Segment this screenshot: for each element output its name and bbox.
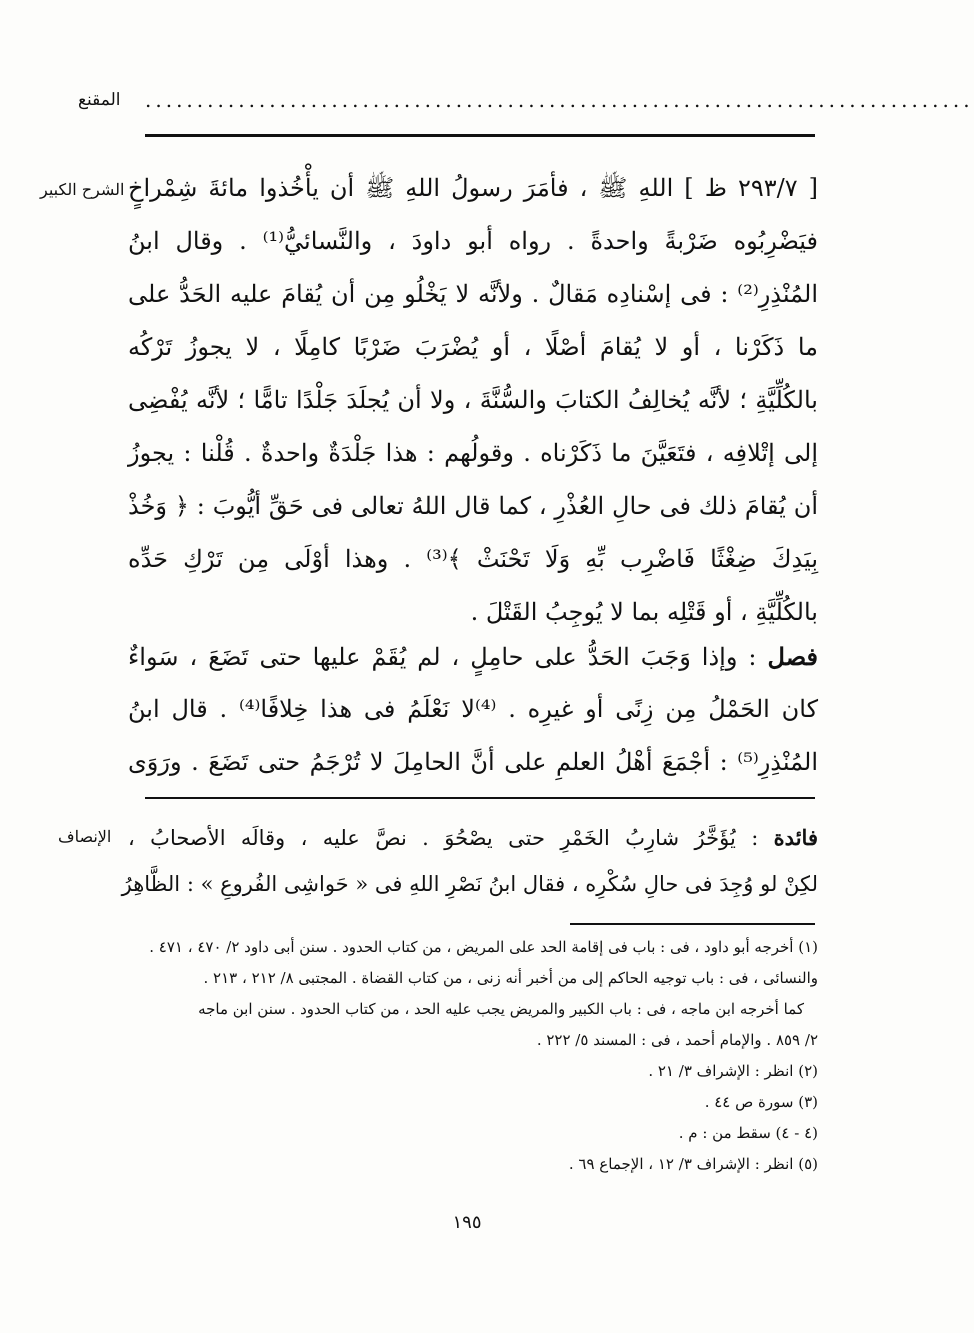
footnote-line: (٢) انظر : الإشراف ٣/ ٢١ . <box>648 1062 818 1080</box>
text-line: بالكُلِّيَّةِ ، أو قَتْلِه بما لا يُوجِبُ القَتْلَ . <box>470 598 818 626</box>
footnote-line: كما أخرجه ابن ماجه ، فى : باب الكبير والمريض يجب عليه الحد ، من كتاب الحدود . سنن ابن ماجه <box>198 1000 804 1018</box>
footnote-line: (٥) انظر : الإشراف ٣/ ١٢ ، الإجماع ٦٩ . <box>568 1155 818 1173</box>
footnote-line: والنسائى ، فى : باب توجيه الحاكم إلى من أخبر أنه زنى ، من كتاب القضاة . المجتبى ٨/ ٢١٢ ، ٢١٣ . <box>203 969 818 987</box>
faida-heading: فائدة <box>773 825 818 850</box>
text-line: المُنْذِرِ⁽²⁾ : فى إسْنادِه مَقالٌ . ولأنَّه لا يَخْلُو مِن أن يُقامَ عليه الحَدُّ على <box>128 280 818 308</box>
text-line: ما ذَكَرْنا ، أو لا يُقامَ أصْلًا ، أو يُضْرَبَ ضَرْبًا كامِلًا ، لا يجوزُ تَرْكُه <box>128 333 818 361</box>
text-line: كان الحَمْلُ مِن زِنًى أو غيرِه . ⁽⁴⁾لا نَعْلَمُ فى هذا خِلافًا⁽⁴⁾ . قال ابنُ <box>128 695 818 723</box>
text-line: فيَضْرِبُوه ضَرْبةً واحدةً . رواه أبو داودَ ، والنَّسائيُّ⁽¹⁾ . وقال ابنُ <box>128 227 818 255</box>
insaf-section-label: الإنصاف <box>58 827 112 846</box>
footnote-line: (٣) سورة ص ٤٤ . <box>704 1093 818 1111</box>
text-line: لكِنْ لو وُجِدَ فى حالِ سُكْرِه ، فقال ابنُ نَصْرِ اللهِ فى « حَواشِى الفُروعِ » : الظَّاهِرُ <box>121 872 818 896</box>
text-line: إلى إتْلافِه ، فتَعَيَّنَ ما ذَكَرْناه . وقولُهم : هذا جَلْدَةٌ واحدةٌ . قُلْنا : يجوزُ <box>128 439 818 467</box>
faida-line-text: : يُؤَخَّرُ شارِبُ الخَمْرِ حتى يصْحُوَ . نصَّ عليه ، وقالَه الأصحابُ ، <box>128 826 759 850</box>
text-line <box>128 630 818 683</box>
footnote-divider <box>570 923 815 925</box>
text-line: أن يُقامَ ذلك فى حالِ العُذْرِ ، كما قال اللهُ تعالى فى حَقِّ أيُّوبَ : ﴿ وَخُذْ <box>128 492 818 520</box>
fasl-line-text: : وإذا وَجَبَ الحَدُّ على حامِلٍ ، لم يُقَمْ عليها حتى تَضَعَ ، سَواءٌ <box>128 643 757 671</box>
header-dot-leader: ................................................................................ <box>145 88 974 112</box>
sharh-section-label: الشرح الكبير <box>40 180 125 199</box>
text-line: بِيَدِكَ ضِغْثًا فَاضْرِب بِّهِ وَلَا تَحْنَثْ ﴾⁽³⁾ . وهذا أوْلَى مِن تَرْكِ حَدِّه <box>128 545 818 573</box>
text-line: بالكُلِّيَّةِ ؛ لأنَّه يُخالِفُ الكتابَ والسُّنَّةَ ، ولا أن يُجلَدَ جَلْدًا تامًّا ؛ لأنَّه يُفْضِى <box>128 386 818 414</box>
fasl-heading: فصل <box>767 642 818 671</box>
insaf-text <box>121 815 818 907</box>
header-rule <box>145 134 815 137</box>
text-line: [ ٢٩٣/٧ ظ ] اللهِ ﷺ ، فأمَرَ رسولُ اللهِ ﷺ أن يأْخُذوا مائةَ شِمْراخٍ <box>128 174 818 202</box>
text-line <box>128 815 818 861</box>
footnote-line: (٤ - ٤) سقط من : م . <box>678 1124 818 1142</box>
text-line: المُنْذِرِ⁽⁵⁾ : أجْمَعَ أهْلُ العلمِ على أنَّ الحامِلَ لا تُرْجَمُ حتى تَضَعَ . ورَوَى <box>128 748 818 776</box>
footnotes <box>128 932 818 1180</box>
book-title: المقنع <box>78 90 121 110</box>
fasl-paragraph <box>128 630 818 789</box>
section-divider <box>145 797 815 799</box>
footnote-line: (١) أخرجه أبو داود ، فى : باب فى إقامة الحد على المريض ، من كتاب الحدود . سنن أبى داود ٢/ ٤٧٠ ، ٤٧١ . <box>149 938 818 956</box>
main-commentary <box>128 162 818 639</box>
footnote-line: ٢/ ٨٥٩ . والإمام أحمد ، فى : المسند ٥/ ٢٢٢ . <box>536 1031 818 1049</box>
page-number: ١٩٥ <box>452 1212 482 1233</box>
